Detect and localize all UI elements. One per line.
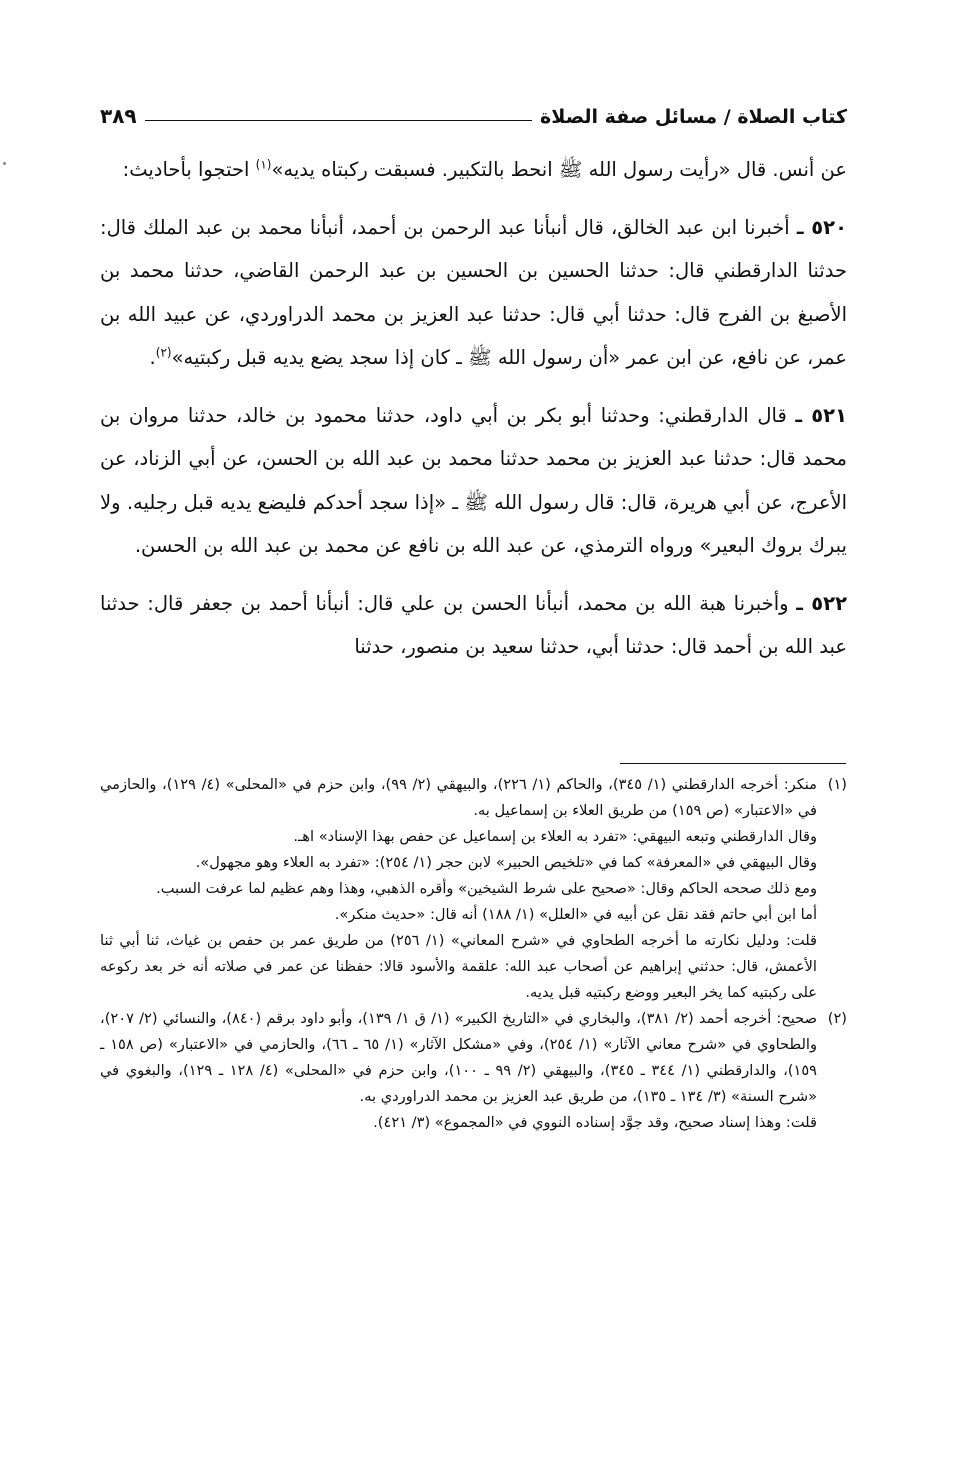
hadith-number-520: ٥٢٠ ـ: [796, 215, 847, 239]
footnote-1-text: منكر: أخرجه الدارقطني (١/ ٣٤٥)، والحاكم (١/ ٢٢٦)، والبيهقي (٢/ ٩٩)، وابن حزم في «المحلى» (٤/ ١٢٩)، والحازمي في «الاعتبار» (ص ١٥٩) من طريق العلاء بن إسماعيل به.: [100, 776, 817, 819]
footnote-ref-2: (٢): [155, 345, 172, 360]
footnote-separator: [620, 763, 846, 764]
main-text: [100, 148, 847, 669]
footnote-1-para-d: ومع ذلك صححه الحاكم وقال: «صحيح على شرط الشيخين» وأقره الذهبي، وهذا وهم عظيم لما عرفت السبب.: [156, 880, 817, 897]
hadith-521: [100, 394, 847, 568]
hadith-520-end: .: [149, 346, 156, 369]
footnote-1-mark: (١): [827, 776, 847, 793]
hadith-number-521: ٥٢١ ـ: [795, 403, 847, 427]
running-header: [100, 92, 847, 128]
footnote-1: [100, 772, 847, 824]
hadith-522-text: وأخبرنا هبة الله بن محمد، أنبأنا الحسن بن علي قال: أنبأنا أحمد بن جعفر قال: حدثنا عبد الله بن أحمد قال: حدثنا أبي، حدثنا سعيد بن منصور، حدثنا: [100, 591, 847, 658]
hadith-521-text: قال الدارقطني: وحدثنا أبو بكر بن أبي داود، حدثنا محمود بن خالد، حدثنا مروان بن محمد قال: حدثنا عبد العزيز بن محمد حدثنا محمد بن عبد الله بن الحسن، عن أبي الزناد، عن الأعرج، عن أبي هريرة، قال: قال رسول الله ﷺ ـ «إذا سجد أحدكم فليضع يديه قبل رجليه. ولا يبرك بروك البعير» ورواه الترمذي، عن عبد الله بن نافع عن محمد بن عبد الله بن الحسن.: [100, 403, 847, 557]
intro-paragraph: [100, 148, 847, 192]
page-number: ٣٨٩: [100, 104, 137, 128]
footnote-2-para-b: قلت: وهذا إسناد صحيح، وقد جوَّد إسناده النووي في «المجموع» (٣/ ٤٢١).: [373, 1114, 817, 1131]
footnote-ref-1: (١): [255, 157, 272, 172]
footnote-1-para-f: قلت: ودليل نكارته ما أخرجه الطحاوي في «شرح المعاني» (١/ ٢٥٦) من طريق عمر بن حفص بن غياث، ثنا أبي ثنا الأعمش، قال: حدثني إبراهيم عن أصحاب عبد الله: علقمة والأسود قالا: حفظنا عن عمر في صلاته أنه خر بعد ركوعه على ركبتيه كما يخر البعير ووضع ركبتيه قبل يديه.: [100, 932, 817, 1001]
header-title: كتاب الصلاة / مسائل صفة الصلاة: [540, 106, 847, 128]
footnote-2-mark: (٢): [827, 1010, 847, 1027]
intro-text-end: احتجوا بأحاديث:: [122, 158, 256, 181]
footnotes: [100, 772, 847, 1136]
hadith-522: [100, 582, 847, 669]
intro-text: عن أنس. قال «رأيت رسول الله ﷺ انحط بالتكبير. فسبقت ركبتاه يديه»: [271, 158, 847, 181]
footnote-2: [100, 1006, 847, 1110]
footnote-1-para-e: أما ابن أبي حاتم فقد نقل عن أبيه في «العلل» (١/ ١٨٨) أنه قال: «حديث منكر».: [334, 906, 817, 923]
margin-speck: [3, 162, 6, 165]
footnote-2-text: صحيح: أخرجه أحمد (٢/ ٣٨١)، والبخاري في «التاريخ الكبير» (١/ ق ١/ ١٣٩)، وأبو داود برقم (٨٤٠)، والنسائي (٢/ ٢٠٧)، والطحاوي في «شرح معاني الآثار» (١/ ٢٥٤)، وفي «مشكل الآثار» (١/ ٦٥ ـ ٦٦)، والحازمي في «الاعتبار» (ص ١٥٨ ـ ١٥٩)، والدارقطني (١/ ٣٤٤ ـ ٣٤٥)، والبيهقي (٢/ ٩٩ ـ ١٠٠)، وابن حزم في «المحلى» (٤/ ١٢٨ ـ ١٢٩)، والبغوي في «شرح السنة» (٣/ ١٣٤ ـ ١٣٥)، من طريق عبد العزيز بن محمد الدراوردي به.: [100, 1010, 818, 1105]
hadith-number-522: ٥٢٢ ـ: [796, 591, 847, 615]
footnote-1-para-c: وقال البيهقي في «المعرفة» كما في «تلخيص الحبير» لابن حجر (١/ ٢٥٤): «تفرد به العلاء وهو مجهول».: [195, 854, 817, 871]
footnote-1-para-b: وقال الدارقطني وتبعه البيهقي: «تفرد به العلاء بن إسماعيل عن حفص بهذا الإسناد» اهـ.: [293, 828, 817, 845]
header-rule: [145, 120, 532, 121]
hadith-520: [100, 206, 847, 380]
hadith-520-text: أخبرنا ابن عبد الخالق، قال أنبأنا عبد الرحمن بن أحمد، أنبأنا محمد بن عبد الملك قال: حدثنا الدارقطني قال: حدثنا الحسين بن الحسين بن عبد الرحمن القاضي، حدثنا محمد بن الأصبغ بن الفرج قال: حدثنا أبي قال: حدثنا عبد العزيز بن محمد الدراوردي، عن عبيد الله بن عمر، عن نافع، عن ابن عمر «أن رسول الله ﷺ ـ كان إذا سجد يضع يديه قبل ركبتيه»: [100, 215, 847, 369]
